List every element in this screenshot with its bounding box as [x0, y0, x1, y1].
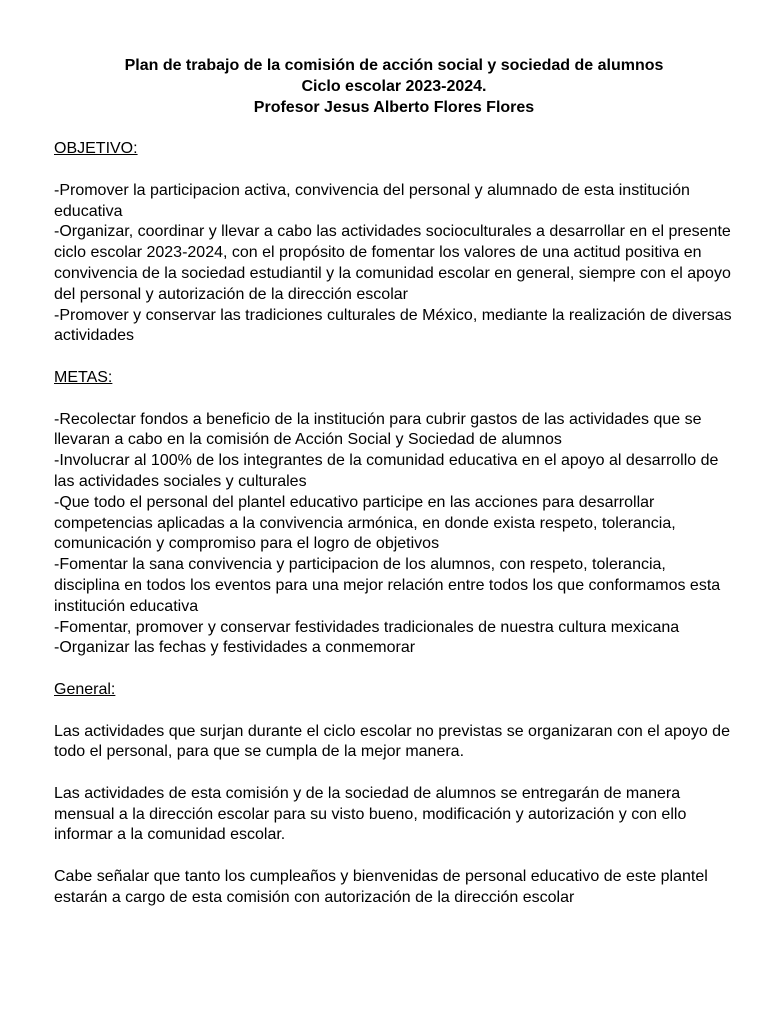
general-heading: General:: [54, 680, 116, 698]
metas-item: -Que todo el personal del plantel educativo participe en las acciones para desarrollar competencias aplicadas a la convivencia armónica, en donde exista respeto, tolerancia, comunicación y compromiso para el logro de objetivos: [54, 493, 676, 553]
objetivo-item: -Promover la participacion activa, convivencia del personal y alumnado de esta institución educativa: [54, 181, 690, 220]
general-paragraph: Cabe señalar que tanto los cumpleaños y bienvenidas de personal educativo de este plantel estarán a cargo de esta comisión con autorización de la dirección escolar: [54, 868, 708, 906]
metas-item: -Recolectar fondos a beneficio de la institución para cubrir gastos de las actividades que se llevaran a cabo en la comisión de Acción Social y Sociedad de alumnos: [54, 410, 702, 449]
objetivo-item: -Promover y conservar las tradiciones culturales de México, mediante la realización de diversas actividades: [54, 306, 732, 345]
document-title: [54, 56, 734, 118]
document-page: [54, 56, 734, 909]
general-paragraph: Las actividades de esta comisión y de la sociedad de alumnos se entregarán de manera mensual a la dirección escolar para su visto bueno, modificación y autorización y con ello informar a la comunidad escolar.: [54, 784, 687, 844]
author-line: Profesor Jesus Alberto Flores Flores: [253, 98, 535, 116]
spacer: [54, 659, 734, 680]
metas-item: -Organizar las fechas y festividades a conmemorar: [54, 639, 416, 657]
spacer: [54, 389, 734, 410]
metas-item: -Involucrar al 100% de los integrantes de la comunidad educativa en el apoyo al desarrollo de las actividades sociales y culturales: [54, 452, 719, 490]
general-paragraph: Las actividades que surjan durante el ciclo escolar no previstas se organizaran con el apoyo de todo el personal, para que se cumpla de la mejor manera.: [54, 722, 730, 761]
subtitle-school-year: Ciclo escolar 2023-2024.: [301, 77, 487, 95]
spacer: [54, 118, 734, 139]
objetivo-heading: OBJETIVO:: [54, 140, 138, 158]
spacer: [54, 701, 734, 722]
metas-item: -Fomentar, promover y conservar festividades tradicionales de nuestra cultura mexicana: [54, 618, 680, 636]
spacer: [54, 160, 734, 181]
metas-heading: METAS:: [54, 368, 113, 386]
metas-item: -Fomentar la sana convivencia y participacion de los alumnos, con respeto, tolerancia, disciplina en todos los eventos para una mejor relación entre todos los que conformamos esta institución educativa: [54, 556, 721, 615]
spacer: [54, 763, 734, 784]
title-line: Plan de trabajo de la comisión de acción social y sociedad de alumnos: [124, 57, 664, 74]
objetivo-item: -Organizar, coordinar y llevar a cabo las actividades socioculturales a desarrollar en el presente ciclo escolar 2023-2024, con el propósito de fomentar los valores de una actitud positiva en convivencia de la sociedad estudiantil y la comunidad escolar en general, siempre con el apoyo del personal y autorización de la dirección escolar: [54, 223, 731, 303]
spacer: [54, 846, 734, 867]
spacer: [54, 347, 734, 368]
